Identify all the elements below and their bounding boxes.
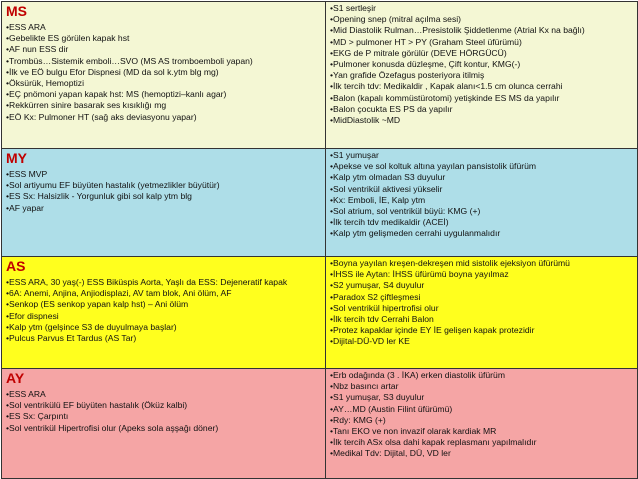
my-right-item: •S1 yumuşar: [330, 150, 379, 160]
my-right-cell: [326, 149, 638, 257]
my-right-item: •İlk tercih tdv medikaldir (ACEİ): [330, 217, 449, 228]
ms-right-item: •Pulmoner konusda düzleşme, Çift kontur, KMG(-): [330, 59, 521, 70]
ay-right-item: •İlk tercih ASx olsa dahi kapak replasmanı yapılmalıdır: [330, 437, 537, 448]
ms-left-item: •İlk ve EÖ bulgu Efor Dispnesi (MD da sol k.ytm blg mg): [6, 66, 219, 77]
as-right-cell: [326, 257, 638, 369]
ay-left-item: •Sol ventrikülü EF büyüten hastalık (Öküz kalbi): [6, 400, 188, 411]
ms-heading: MS: [6, 3, 27, 19]
ay-right-cell: [326, 369, 638, 479]
ms-left-item: •Rekkürren sinire basarak ses kısıklığı mg: [6, 100, 167, 111]
ms-right-item: •Balon (kapalı kommüstürotomi) yetişkinde ES MS da yapılır: [330, 92, 560, 103]
as-left-item: •6A: Anemi, Anjina, Anjiodisplazi, AV tam blok, Ani ölüm, AF: [6, 288, 232, 299]
as-right-item: •Paradox S2 çiftleşmesi: [330, 291, 421, 302]
my-left-item: •AF yapar: [6, 202, 44, 213]
ay-right-item: •Nbz basıncı artar: [330, 381, 399, 392]
ay-right-item: •S1 yumuşar, S3 duyulur: [330, 392, 425, 403]
as-left-item: •ESS ARA, 30 yaş(-) ESS Biküspis Aorta, Yaşlı da ESS: Dejeneratif kapak: [6, 277, 288, 287]
as-right-item: •Sol ventrikül hipertrofisi olur: [330, 302, 439, 313]
ay-left-item: •Sol ventrikül Hipertrofisi olur (Apeks sola aşşağı döner): [6, 422, 219, 433]
ms-right-item: •Opening snep (mitral açılma sesi): [330, 14, 462, 25]
ay-right-item: •Erb odağında (3 . İKA) erken diastolik üfürüm: [330, 370, 505, 380]
row-mitral-regurgitation: [2, 149, 638, 257]
ms-left-item: •AF nun ESS dir: [6, 44, 69, 55]
as-right-item: •S2 yumuşar, S4 duyulur: [330, 280, 425, 291]
as-left-item: •Kalp ytm (gelşince S3 de duyulmaya başlar): [6, 321, 177, 332]
my-right-item: •Kalp ytm olmadan S3 duyulur: [330, 172, 446, 183]
as-left-item: •Pulcus Parvus Et Tardus (AS Tar): [6, 333, 137, 344]
as-right-item: •İlk tercih tdv Cerrahi Balon: [330, 314, 434, 325]
ms-left-item: •Öksürük, Hemoptizi: [6, 78, 84, 89]
ms-left-item: •ESS ARA: [6, 22, 46, 32]
ay-right-item: •Rdy: KMG (+): [330, 414, 386, 425]
ms-right-item: •Yan grafide Özefagus posteriyora itilmiş: [330, 70, 485, 81]
ay-left-cell: [2, 369, 326, 479]
my-right-item: •Kx: Emboli, İE, Kalp ytm: [330, 194, 426, 205]
my-heading: MY: [6, 150, 27, 166]
as-right-item: •Protez kapaklar içinde EY İE gelişen kapak protezidir: [330, 325, 535, 336]
ms-right-item: •Balon çocukta ES PS da yapılır: [330, 103, 453, 114]
ay-right-item: •Medikal Tdv: Dijital, DÜ, VD ler: [330, 448, 451, 459]
ay-left-item: •ES Sx: Çarpıntı: [6, 411, 69, 422]
as-right-item: •Dijital-DÜ-VD ler KE: [330, 336, 410, 347]
my-right-item: •Sol ventrikül aktivesi yükselir: [330, 183, 443, 194]
my-left-item: •Sol artiyumu EF büyüten hastalık (yetmezlikler büyütür): [6, 180, 220, 191]
ms-right-item: •MidDiastolik ~MD: [330, 115, 401, 126]
ay-heading: AY: [6, 370, 25, 386]
ms-right-item: •İlk tercih tdv: Medikaldir , Kapak alanı<1.5 cm olunca cerrahi: [330, 81, 563, 92]
valve-disease-table: [1, 1, 638, 479]
my-left-item: •ESS MVP: [6, 169, 48, 179]
as-right-item: •Boyna yayılan kreşen-dekreşen mid sistolik ejeksiyon üfürümü: [330, 258, 570, 268]
ms-left-cell: [2, 2, 326, 149]
ay-right-item: •Tanı EKO ve non invazif olarak kardiak MR: [330, 426, 497, 437]
ms-left-item: •Trombüs…Sistemik emboli…SVO (MS AS tromboemboli yapan): [6, 55, 253, 66]
ms-right-item: •EKG de P mitrale görülür (DEVE HÖRGÜCÜ): [330, 47, 507, 58]
my-left-cell: [2, 149, 326, 257]
ay-right-item: •AY…MD (Austin Filint üfürümü): [330, 403, 453, 414]
ay-left-item: •ESS ARA: [6, 389, 46, 399]
ms-right-cell: [326, 2, 638, 149]
row-mitral-stenosis: [2, 2, 638, 149]
ms-right-item: •S1 sertleşir: [330, 3, 376, 13]
as-left-item: •Efor dispnesi: [6, 310, 59, 321]
row-aortic-stenosis: [2, 257, 638, 369]
as-right-item: •İHSS ile Aytan: İHSS üfürümü boyna yayılmaz: [330, 269, 509, 280]
my-left-item: •ES Sx: Halsizlik - Yorgunluk gibi sol kalp ytm blg: [6, 191, 192, 202]
as-heading: AS: [6, 258, 26, 274]
as-left-item: •Senkop (ES senkop yapan kalp hst) – Ani ölüm: [6, 299, 189, 310]
ms-left-item: •EÖ Kx: Pulmoner HT (sağ aks deviasyonu yapar): [6, 111, 197, 122]
ms-left-item: •EÇ pnömoni yapan kapak hst: MS (hemoptizi–kanlı agar): [6, 89, 227, 100]
row-aortic-regurgitation: [2, 369, 638, 479]
my-right-item: •Sol atrium, sol ventrikül büyü: KMG (+): [330, 206, 481, 217]
as-left-cell: [2, 257, 326, 369]
ms-right-item: •MD > pulmoner HT > PY (Graham Steel üfürümü): [330, 36, 522, 47]
ms-left-item: •Gebelikte ES görülen kapak hst: [6, 33, 130, 44]
my-right-item: •Apekse ve sol koltuk altına yayılan pansistolik üfürüm: [330, 161, 537, 172]
ms-right-item: •Mid Diastolik Rulman…Presistolik Şiddetlenme (Atrial Kx na bağlı): [330, 25, 585, 36]
my-right-item: •Kalp ytm gelişmeden cerrahi uygulanmalıdır: [330, 228, 501, 239]
